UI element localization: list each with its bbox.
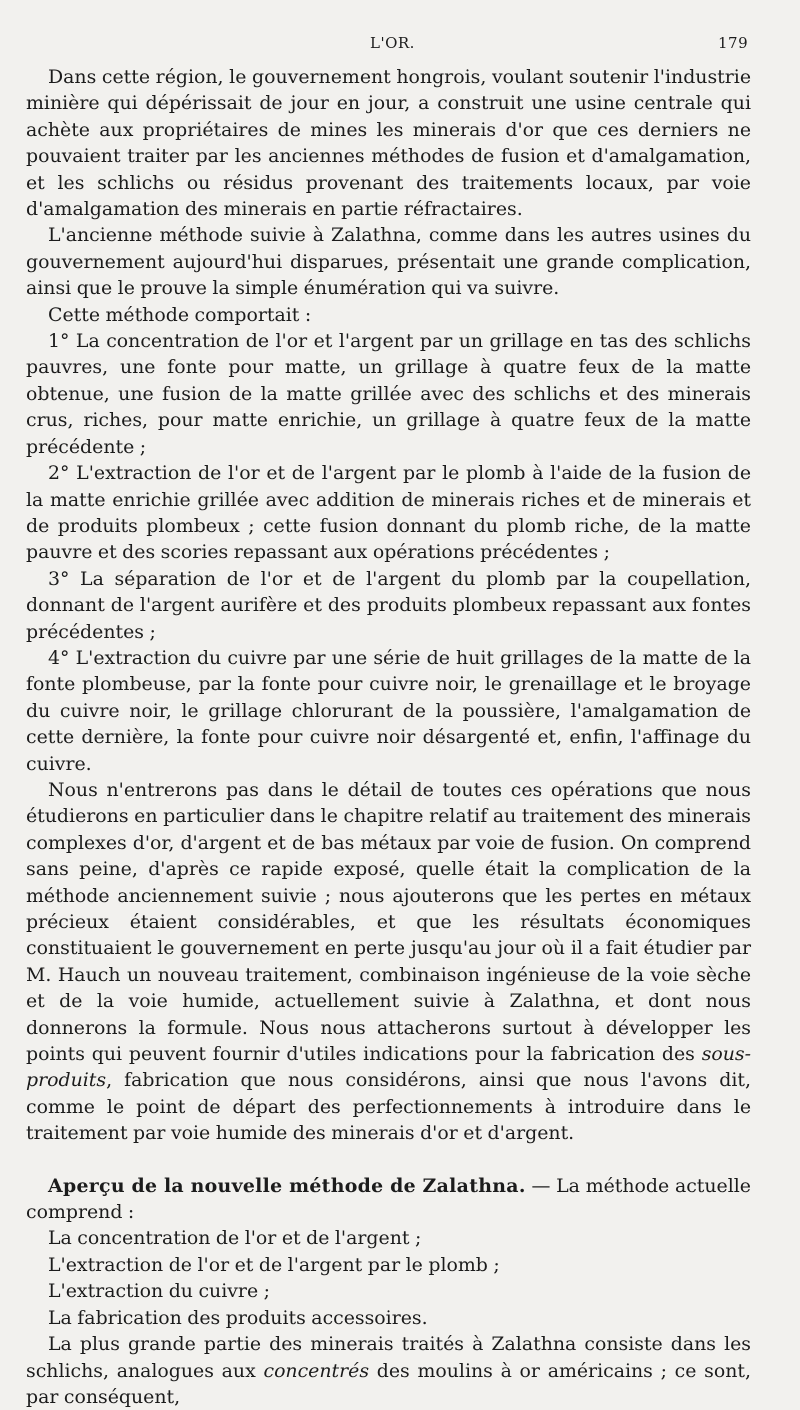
running-title: L'OR. xyxy=(370,34,415,52)
section-spacer xyxy=(26,1147,751,1173)
paragraph-discussion-text-1: Nous n'entrerons pas dans le détail de toutes ces opérations que nous étudierons en particulier dans le chapitre relatif au traitement des minerais complexes d'or, d'argent et de bas métaux par voie de fusion. On comprend sans peine, d'après ce rapide exposé, quelle était la complication de la méthode anciennement suivie ; nous ajouterons que les pertes en métaux précieux étaient considérables, et que les résultats économiques constituaient le gouvernement en perte jusqu'au jour où il a fait étudier par M. Hauch un nouveau traitement, combinaison ingénieuse de la voie sèche et de la voie humide, actuellement suivie à Zalathna, et dont nous donnerons la formule. Nous nous attacherons surtout à développer les points qui peuvent fournir d'utiles indications pour la fabrication des xyxy=(26,778,751,1066)
paragraph-last-text-1: La plus grande partie des minerais traités à Zalathna consiste dans les schlichs, analogues aux xyxy=(26,1333,751,1382)
paragraph-last xyxy=(26,1331,751,1410)
list-item-step-2: 2° L'extraction de l'or et de l'argent par le plomb à l'aide de la fusion de la matte enrichie grillée avec addition de minerais riches et de minerais et de produits plombeux ; cette fusion donnant du plomb riche, de la matte pauvre et des scories repassant aux opérations précédentes ; xyxy=(26,462,751,564)
section-heading: Aperçu de la nouvelle méthode de Zalathna. xyxy=(48,1174,526,1197)
list-item-step-4: 4° L'extraction du cuivre par une série de huit grillages de la matte de la fonte plombeuse, par la fonte pour cuivre noir, le grenaillage et le broyage du cuivre noir, le grillage chlorurant de la poussière, l'amalgamation de cette dernière, la fonte pour cuivre noir désargenté et, enfin, l'affinage du cuivre. xyxy=(26,646,751,775)
body-text xyxy=(26,64,751,1410)
list-item-byproducts: La fabrication des produits accessoires. xyxy=(48,1306,428,1329)
section-heading-paragraph xyxy=(26,1173,751,1226)
page-number: 179 xyxy=(718,34,749,52)
paragraph-method-includes: Cette méthode comportait : xyxy=(48,303,312,326)
paragraph-discussion-text-2: , fabrication que nous considérons, ainsi que nous l'avons dit, comme le point de départ des perfectionnements à introduire dans le traitement par voie humide des minerais d'or et d'argent. xyxy=(26,1069,751,1145)
list-item-step-3: 3° La séparation de l'or et de l'argent du plomb par la coupellation, donnant de l'argent aurifère et des produits plombeux repassant aux fontes précédentes ; xyxy=(26,567,751,643)
paragraph-discussion-italic: sous-produits xyxy=(26,1043,751,1092)
paragraph-last-text-2: des moulins à or américains ; ce sont, par conséquent, xyxy=(26,1359,751,1408)
paragraph-last-italic: concentrés xyxy=(263,1359,370,1382)
section-intro: — La méthode actuelle comprend : xyxy=(26,1174,751,1224)
list-item-lead-extraction: L'extraction de l'or et de l'argent par le plomb ; xyxy=(48,1253,500,1276)
paragraph-intro: Dans cette région, le gouvernement hongrois, voulant soutenir l'industrie minière qui dépérissait de jour en jour, a construit une usine centrale qui achète aux propriétaires de mines les minerais d'or que ces derniers ne pouvaient traiter par les anciennes méthodes de fusion et d'amalgamation, et les schlichs ou résidus provenant des traitements locaux, par voie d'amalgamation des minerais en partie réfractaires. xyxy=(26,66,751,221)
list-item-copper-extraction: L'extraction du cuivre ; xyxy=(48,1280,271,1303)
page-header xyxy=(0,34,800,56)
list-item-concentration: La concentration de l'or et de l'argent ; xyxy=(48,1227,422,1250)
paragraph-old-method: L'ancienne méthode suivie à Zalathna, comme dans les autres usines du gouvernement aujourd'hui disparues, présentait une grande complication, ainsi que le prouve la simple énumération qui va suivre. xyxy=(26,224,751,300)
list-item-step-1: 1° La concentration de l'or et l'argent par un grillage en tas des schlichs pauvres, une fonte pour matte, un grillage à quatre feux de la matte obtenue, une fusion de la matte grillée avec des schlichs et des minerais crus, riches, pour matte enrichie, un grillage à quatre feux de la matte précédente ; xyxy=(26,330,751,458)
paragraph-discussion xyxy=(26,777,751,1147)
